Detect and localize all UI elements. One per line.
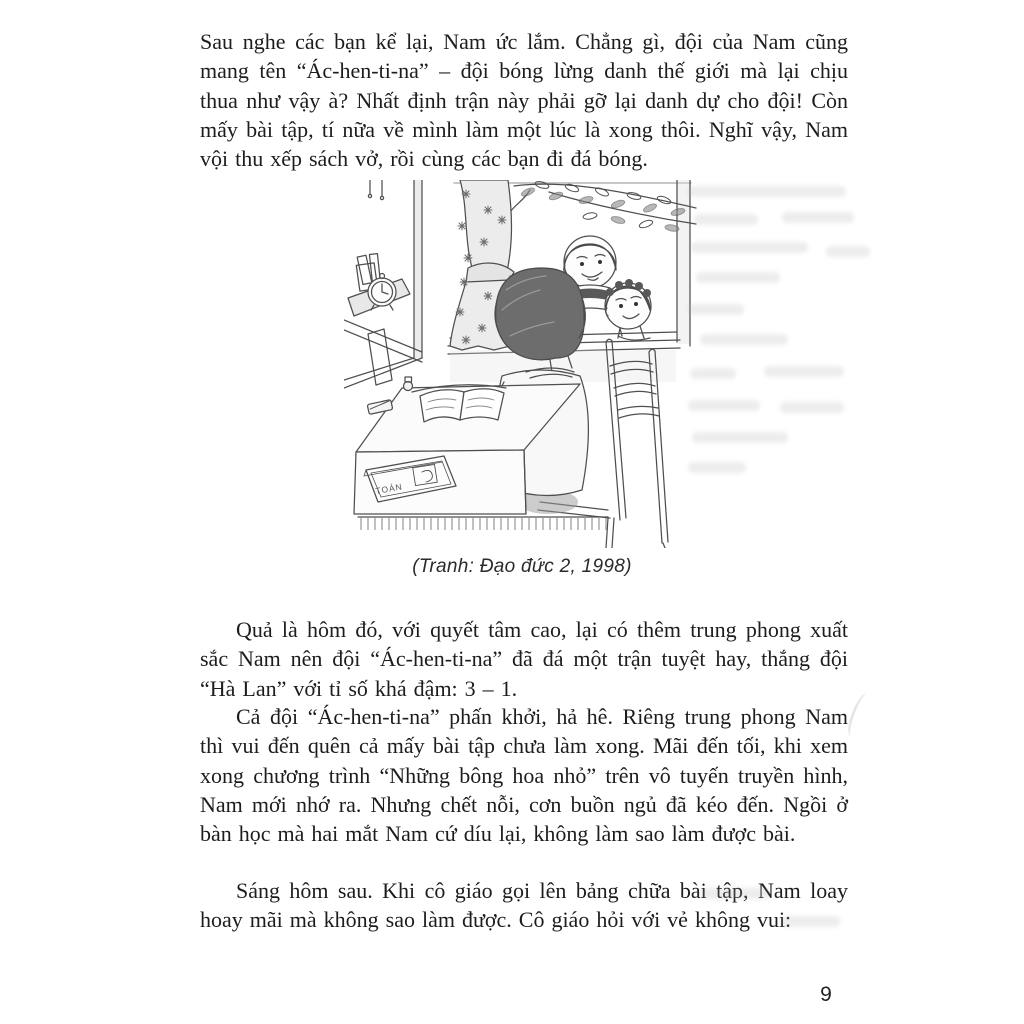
illustration-drawing xyxy=(344,180,700,548)
body-paragraph-4: Sáng hôm sau. Khi cô giáo gọi lên bảng chữa bài tập, Nam loay hoay mãi mà không sao làm được. Cô giáo hỏi với vẻ không vui: xyxy=(200,878,848,933)
tree-branch xyxy=(510,180,696,232)
bleed-through-artifact xyxy=(688,186,846,197)
story-illustration xyxy=(344,180,700,548)
bleed-through-artifact xyxy=(782,212,854,223)
bleed-through-artifact xyxy=(826,246,870,257)
bleed-through-artifact xyxy=(694,214,758,225)
illustration-caption: (Tranh: Đạo đức 2, 1998) xyxy=(412,556,632,577)
bleed-through-artifact xyxy=(700,334,788,345)
bleed-through-artifact xyxy=(780,916,840,927)
bleed-through-artifact xyxy=(696,272,780,283)
book-title-label: TOÁN xyxy=(374,481,404,496)
shelf-and-clock xyxy=(344,180,422,385)
bleed-through-artifact xyxy=(688,400,760,411)
body-paragraph-2: Quả là hôm đó, với quyết tâm cao, lại có thêm trung phong xuất sắc Nam nên đội “Ác-hen-ti-na” đã đá một trận tuyệt hay, thắng đội “Hà Lan” với tỉ số khá đậm: 3 – 1. xyxy=(200,617,848,701)
bleed-through-artifact xyxy=(780,402,844,413)
bleed-through-artifact xyxy=(692,432,788,443)
body-paragraph-3: Cả đội “Ác-hen-ti-na” phấn khởi, hả hê. Riêng trung phong Nam thì vui đến quên cả mấy bài tập chưa làm xong. Mãi đến tối, khi xem xong chương trình “Những bông hoa nhỏ” trên vô tuyến truyền hình, Nam mới nhớ ra. Nhưng chết nỗi, cơn buồn ngủ đã kéo đến. Ngồi ở bàn học mà hai mắt Nam cứ díu lại, không làm sao làm được bài. xyxy=(200,704,848,847)
open-notebook xyxy=(420,390,464,422)
ink-bottle-icon xyxy=(404,382,413,391)
bleed-through-artifact xyxy=(690,368,736,379)
body-paragraph-1: Sau nghe các bạn kể lại, Nam ức lắm. Chẳng gì, đội của Nam cũng mang tên “Ác-hen-ti-na” – đội bóng lừng danh thế giới mà lại chịu thua như vậy à? Nhất định trận này phải gỡ lại danh dự cho đội! Còn mấy bài tập, tí nữa về mình làm một lúc là xong thôi. Nghĩ vậy, Nam vội thu xếp sách vở, rồi cùng các bạn đi đá bóng. xyxy=(200,29,848,172)
bleed-through-artifact xyxy=(764,366,844,377)
bleed-through-artifact xyxy=(690,242,808,253)
page-number: 9 xyxy=(820,983,832,1006)
boy-at-window-2 xyxy=(605,279,651,340)
fringe-shading xyxy=(358,518,608,534)
bleed-through-artifact xyxy=(700,888,770,899)
bleed-through-artifact xyxy=(688,462,746,473)
bleed-through-artifact xyxy=(688,304,744,315)
scan-smudge-artifact xyxy=(845,691,873,739)
